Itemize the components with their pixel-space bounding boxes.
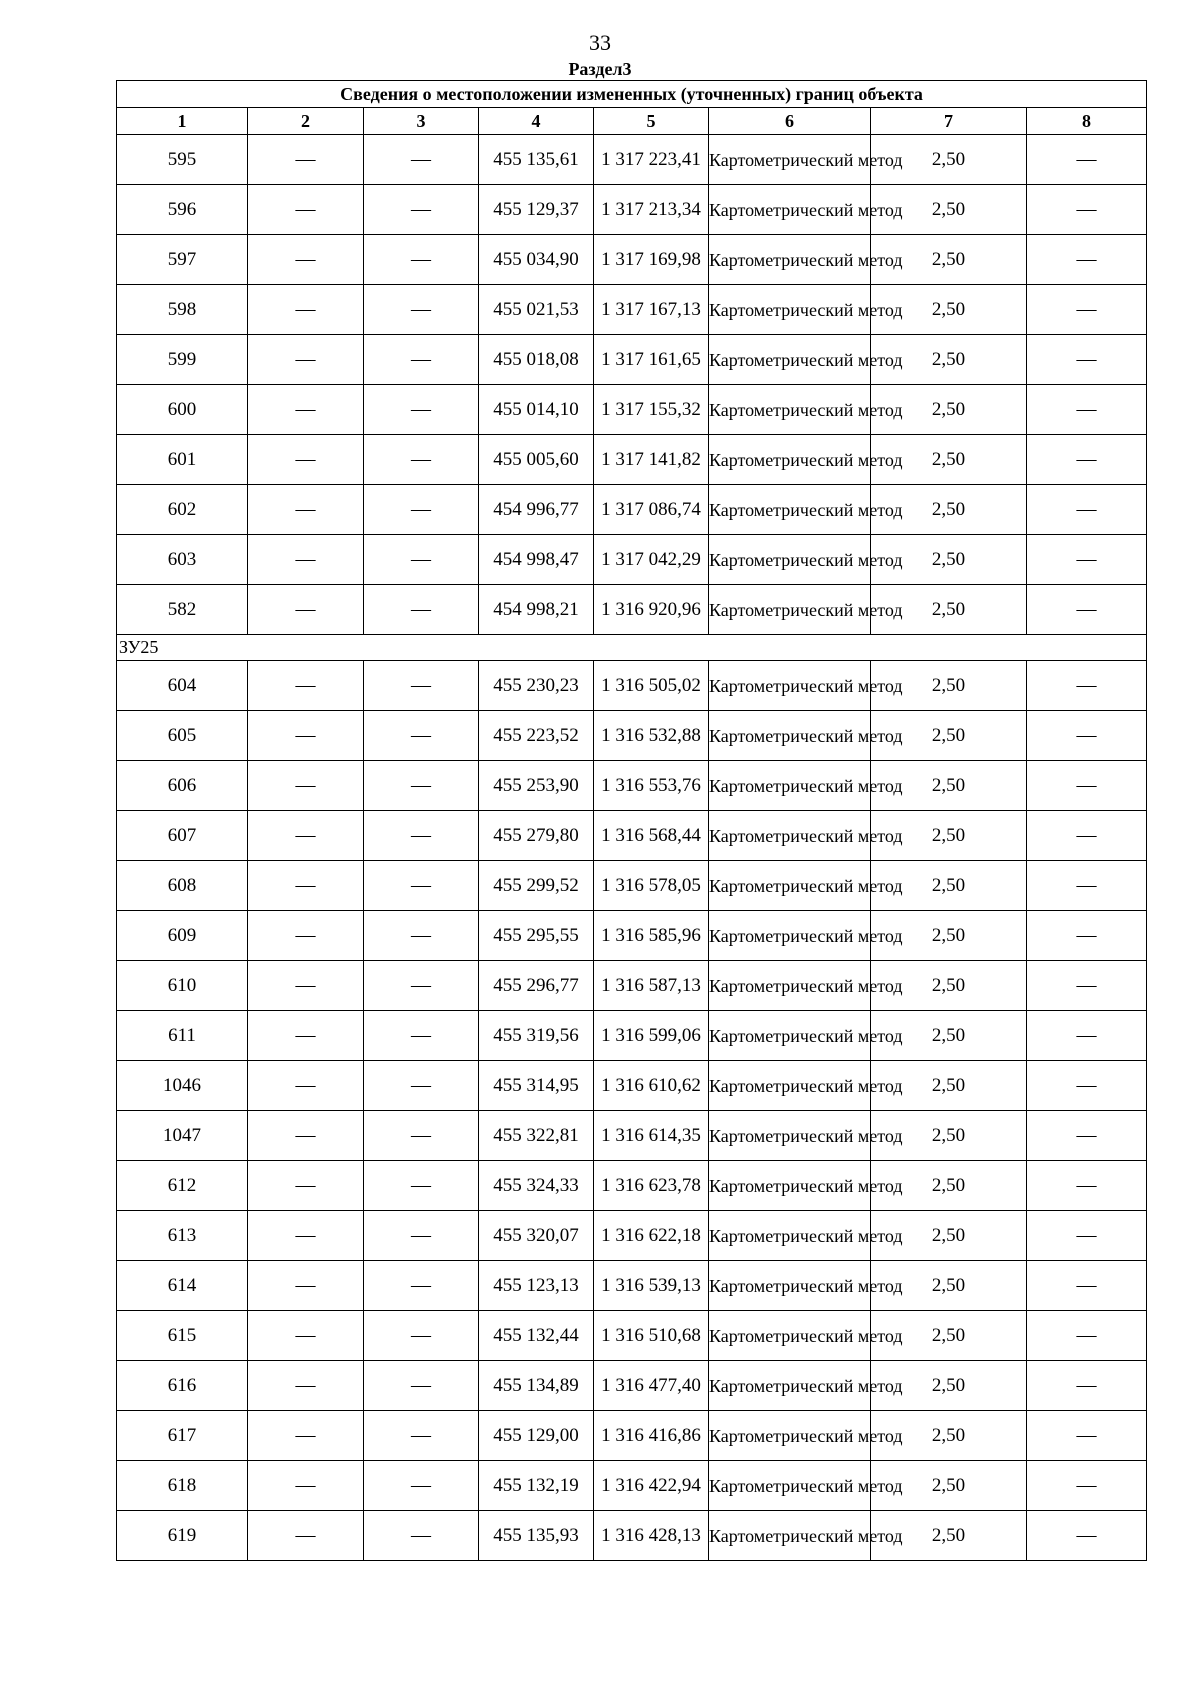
table-cell: 454 998,47 bbox=[479, 535, 594, 585]
column-header-row bbox=[117, 108, 1147, 135]
table-cell: 455 295,55 bbox=[479, 911, 594, 961]
table-cell: — bbox=[364, 285, 479, 335]
table-cell: 1 316 422,94 bbox=[594, 1461, 709, 1511]
table-row bbox=[117, 235, 1147, 285]
table-cell: Картометрический метод bbox=[709, 961, 871, 1011]
table-title-row bbox=[117, 81, 1147, 108]
table-cell: 1 316 614,35 bbox=[594, 1111, 709, 1161]
table-cell: — bbox=[248, 235, 364, 285]
table-cell: 455 320,07 bbox=[479, 1211, 594, 1261]
table-cell: — bbox=[364, 385, 479, 435]
table-cell: Картометрический метод bbox=[709, 1011, 871, 1061]
table-cell: — bbox=[248, 1211, 364, 1261]
table-cell: 598 bbox=[117, 285, 248, 335]
table-cell: — bbox=[248, 485, 364, 535]
table-cell: — bbox=[1027, 1011, 1147, 1061]
table-row bbox=[117, 861, 1147, 911]
table-row bbox=[117, 1511, 1147, 1561]
table-row bbox=[117, 385, 1147, 435]
table-cell: 615 bbox=[117, 1311, 248, 1361]
table-cell: 1 317 042,29 bbox=[594, 535, 709, 585]
table-cell: — bbox=[364, 1011, 479, 1061]
table-cell: — bbox=[364, 911, 479, 961]
table-cell: — bbox=[248, 711, 364, 761]
table-cell: 606 bbox=[117, 761, 248, 811]
table-cell: — bbox=[1027, 235, 1147, 285]
table-row bbox=[117, 761, 1147, 811]
table-row bbox=[117, 811, 1147, 861]
table-cell: 600 bbox=[117, 385, 248, 435]
table-cell: — bbox=[1027, 285, 1147, 335]
table-cell: — bbox=[1027, 761, 1147, 811]
table-cell: — bbox=[364, 1411, 479, 1461]
table-cell: — bbox=[364, 1361, 479, 1411]
table-cell: 2,50 bbox=[871, 711, 1027, 761]
table-cell: 455 314,95 bbox=[479, 1061, 594, 1111]
table-cell: 617 bbox=[117, 1411, 248, 1461]
table-row bbox=[117, 585, 1147, 635]
table-row bbox=[117, 1061, 1147, 1111]
table-cell: — bbox=[1027, 135, 1147, 185]
table-cell: — bbox=[364, 1211, 479, 1261]
table-cell: — bbox=[364, 811, 479, 861]
table-cell: 1 317 169,98 bbox=[594, 235, 709, 285]
column-header: 1 bbox=[117, 108, 248, 135]
table-cell: 1 316 622,18 bbox=[594, 1211, 709, 1261]
table-cell: 1 316 477,40 bbox=[594, 1361, 709, 1411]
table-cell: 604 bbox=[117, 661, 248, 711]
table-cell: — bbox=[248, 385, 364, 435]
table-cell: 2,50 bbox=[871, 1211, 1027, 1261]
group-label: ЗУ25 bbox=[117, 635, 1147, 661]
table-cell: — bbox=[248, 1161, 364, 1211]
table-cell: Картометрический метод bbox=[709, 1261, 871, 1311]
table-cell: Картометрический метод bbox=[709, 385, 871, 435]
table-cell: 2,50 bbox=[871, 861, 1027, 911]
table-cell: 605 bbox=[117, 711, 248, 761]
table-cell: 1 316 532,88 bbox=[594, 711, 709, 761]
table-cell: Картометрический метод bbox=[709, 585, 871, 635]
table-cell: — bbox=[248, 1461, 364, 1511]
table-cell: 2,50 bbox=[871, 911, 1027, 961]
table-cell: — bbox=[1027, 1461, 1147, 1511]
table-cell: 2,50 bbox=[871, 1511, 1027, 1561]
table-cell: 1 317 155,32 bbox=[594, 385, 709, 435]
table-cell: Картометрический метод bbox=[709, 1511, 871, 1561]
table-cell: 455 319,56 bbox=[479, 1011, 594, 1061]
table-cell: 1 316 539,13 bbox=[594, 1261, 709, 1311]
table-cell: — bbox=[1027, 861, 1147, 911]
table-cell: 1 317 161,65 bbox=[594, 335, 709, 385]
table-cell: — bbox=[248, 185, 364, 235]
table-cell: 455 129,37 bbox=[479, 185, 594, 235]
table-cell: 2,50 bbox=[871, 1111, 1027, 1161]
table-cell: Картометрический метод bbox=[709, 811, 871, 861]
table-cell: Картометрический метод bbox=[709, 485, 871, 535]
table-cell: 599 bbox=[117, 335, 248, 385]
table-cell: 455 135,93 bbox=[479, 1511, 594, 1561]
table-cell: Картометрический метод bbox=[709, 1411, 871, 1461]
table-cell: 596 bbox=[117, 185, 248, 235]
table-cell: 2,50 bbox=[871, 335, 1027, 385]
table-cell: — bbox=[1027, 1211, 1147, 1261]
table-cell: 455 132,44 bbox=[479, 1311, 594, 1361]
table-row bbox=[117, 135, 1147, 185]
table-cell: Картометрический метод bbox=[709, 535, 871, 585]
table-cell: — bbox=[364, 1511, 479, 1561]
table-cell: Картометрический метод bbox=[709, 135, 871, 185]
table-cell: 455 018,08 bbox=[479, 335, 594, 385]
table-cell: — bbox=[1027, 1311, 1147, 1361]
table-cell: — bbox=[248, 1311, 364, 1361]
table-cell: Картометрический метод bbox=[709, 1061, 871, 1111]
section-title: Раздел3 bbox=[568, 59, 632, 79]
table-cell: 2,50 bbox=[871, 1261, 1027, 1311]
table-cell: — bbox=[364, 661, 479, 711]
table-cell: — bbox=[248, 1061, 364, 1111]
table-row bbox=[117, 435, 1147, 485]
table-cell: 455 279,80 bbox=[479, 811, 594, 861]
table-cell: Картометрический метод bbox=[709, 661, 871, 711]
table-cell: Картометрический метод bbox=[709, 711, 871, 761]
table-cell: 603 bbox=[117, 535, 248, 585]
table-cell: 455 230,23 bbox=[479, 661, 594, 711]
table-cell: 611 bbox=[117, 1011, 248, 1061]
table-cell: — bbox=[364, 435, 479, 485]
table-cell: 608 bbox=[117, 861, 248, 911]
table-cell: 2,50 bbox=[871, 235, 1027, 285]
table-cell: — bbox=[364, 1061, 479, 1111]
table-row bbox=[117, 1311, 1147, 1361]
table-cell: — bbox=[364, 335, 479, 385]
table-cell: 612 bbox=[117, 1161, 248, 1211]
table-cell: — bbox=[1027, 485, 1147, 535]
table-cell: — bbox=[248, 435, 364, 485]
table-cell: 1 316 585,96 bbox=[594, 911, 709, 961]
table-cell: Картометрический метод bbox=[709, 185, 871, 235]
table-cell: 455 299,52 bbox=[479, 861, 594, 911]
group-row bbox=[117, 635, 1147, 661]
table-cell: 455 253,90 bbox=[479, 761, 594, 811]
table-cell: 1 317 086,74 bbox=[594, 485, 709, 535]
table-cell: 2,50 bbox=[871, 961, 1027, 1011]
table-cell: 1 317 223,41 bbox=[594, 135, 709, 185]
table-row bbox=[117, 285, 1147, 335]
column-header: 3 bbox=[364, 108, 479, 135]
table-cell: — bbox=[1027, 811, 1147, 861]
table-cell: — bbox=[248, 1361, 364, 1411]
table-cell: 455 134,89 bbox=[479, 1361, 594, 1411]
table-cell: 2,50 bbox=[871, 585, 1027, 635]
table-cell: — bbox=[364, 485, 479, 535]
table-cell: — bbox=[364, 185, 479, 235]
table-cell: Картометрический метод bbox=[709, 1461, 871, 1511]
table-cell: — bbox=[364, 961, 479, 1011]
table-cell: — bbox=[1027, 335, 1147, 385]
table-cell: — bbox=[248, 1261, 364, 1311]
table-cell: Картометрический метод bbox=[709, 1161, 871, 1211]
column-header: 4 bbox=[479, 108, 594, 135]
table-cell: 455 223,52 bbox=[479, 711, 594, 761]
table-cell: — bbox=[248, 1411, 364, 1461]
table-row bbox=[117, 1211, 1147, 1261]
table-cell: 1 317 141,82 bbox=[594, 435, 709, 485]
table-cell: — bbox=[364, 1311, 479, 1361]
table-cell: — bbox=[1027, 185, 1147, 235]
table-cell: Картометрический метод bbox=[709, 1311, 871, 1361]
table-cell: 1 317 167,13 bbox=[594, 285, 709, 335]
table-cell: — bbox=[248, 1511, 364, 1561]
table-cell: — bbox=[364, 1461, 479, 1511]
table-cell: — bbox=[1027, 911, 1147, 961]
table-cell: 2,50 bbox=[871, 1311, 1027, 1361]
coordinates-table bbox=[116, 80, 1147, 1561]
table-cell: Картометрический метод bbox=[709, 861, 871, 911]
table-row bbox=[117, 1411, 1147, 1461]
table-cell: — bbox=[1027, 1161, 1147, 1211]
table-cell: 610 bbox=[117, 961, 248, 1011]
table-cell: — bbox=[248, 761, 364, 811]
table-row bbox=[117, 335, 1147, 385]
table-cell: — bbox=[248, 911, 364, 961]
table-cell: 609 bbox=[117, 911, 248, 961]
table-cell: 618 bbox=[117, 1461, 248, 1511]
table-row bbox=[117, 911, 1147, 961]
table-cell: — bbox=[248, 335, 364, 385]
table-cell: 613 bbox=[117, 1211, 248, 1261]
table-cell: — bbox=[248, 285, 364, 335]
table-cell: — bbox=[364, 135, 479, 185]
table-cell: 602 bbox=[117, 485, 248, 535]
table-cell: 2,50 bbox=[871, 1461, 1027, 1511]
table-cell: — bbox=[248, 861, 364, 911]
table-body bbox=[117, 135, 1147, 1561]
table-cell: 455 021,53 bbox=[479, 285, 594, 335]
table-cell: 455 135,61 bbox=[479, 135, 594, 185]
table-cell: — bbox=[1027, 1111, 1147, 1161]
table-cell: 2,50 bbox=[871, 435, 1027, 485]
table-cell: — bbox=[1027, 435, 1147, 485]
table-cell: — bbox=[248, 1111, 364, 1161]
table-cell: 1 316 920,96 bbox=[594, 585, 709, 635]
table-cell: 1 317 213,34 bbox=[594, 185, 709, 235]
table-cell: — bbox=[364, 1261, 479, 1311]
table-cell: — bbox=[364, 535, 479, 585]
table-cell: 595 bbox=[117, 135, 248, 185]
table-cell: 2,50 bbox=[871, 185, 1027, 235]
table-cell: — bbox=[248, 535, 364, 585]
table-cell: 455 034,90 bbox=[479, 235, 594, 285]
table-cell: 2,50 bbox=[871, 285, 1027, 335]
table-cell: 1 316 610,62 bbox=[594, 1061, 709, 1111]
table-cell: — bbox=[1027, 1361, 1147, 1411]
table-cell: 2,50 bbox=[871, 135, 1027, 185]
table-cell: 1 316 623,78 bbox=[594, 1161, 709, 1211]
table-cell: — bbox=[1027, 1061, 1147, 1111]
table-cell: 1 316 553,76 bbox=[594, 761, 709, 811]
table-cell: 455 322,81 bbox=[479, 1111, 594, 1161]
table-cell: 601 bbox=[117, 435, 248, 485]
table-cell: 2,50 bbox=[871, 485, 1027, 535]
table-cell: — bbox=[1027, 661, 1147, 711]
table-cell: — bbox=[364, 861, 479, 911]
table-row bbox=[117, 1161, 1147, 1211]
table-row bbox=[117, 1111, 1147, 1161]
table-cell: 1 316 510,68 bbox=[594, 1311, 709, 1361]
column-header: 8 bbox=[1027, 108, 1147, 135]
table-cell: 455 005,60 bbox=[479, 435, 594, 485]
table-cell: Картометрический метод bbox=[709, 1111, 871, 1161]
table-cell: — bbox=[1027, 961, 1147, 1011]
table-row bbox=[117, 185, 1147, 235]
table-cell: — bbox=[364, 235, 479, 285]
page-number: 33 bbox=[589, 30, 611, 55]
table-row bbox=[117, 1461, 1147, 1511]
table-cell: 616 bbox=[117, 1361, 248, 1411]
table-cell: — bbox=[364, 711, 479, 761]
table-cell: 607 bbox=[117, 811, 248, 861]
table-cell: 1 316 599,06 bbox=[594, 1011, 709, 1061]
table-cell: — bbox=[1027, 1261, 1147, 1311]
table-cell: — bbox=[364, 761, 479, 811]
table-cell: — bbox=[1027, 535, 1147, 585]
table-cell: 2,50 bbox=[871, 811, 1027, 861]
table-row bbox=[117, 711, 1147, 761]
table-cell: — bbox=[248, 585, 364, 635]
table-cell: 455 324,33 bbox=[479, 1161, 594, 1211]
table-row bbox=[117, 1361, 1147, 1411]
table-cell: Картометрический метод bbox=[709, 435, 871, 485]
table-cell: 1047 bbox=[117, 1111, 248, 1161]
table-cell: Картометрический метод bbox=[709, 1211, 871, 1261]
table-cell: 455 123,13 bbox=[479, 1261, 594, 1311]
table-cell: 455 014,10 bbox=[479, 385, 594, 435]
table-cell: 2,50 bbox=[871, 385, 1027, 435]
table-cell: 455 132,19 bbox=[479, 1461, 594, 1511]
table-cell: 1 316 568,44 bbox=[594, 811, 709, 861]
table-cell: 582 bbox=[117, 585, 248, 635]
table-cell: 1 316 587,13 bbox=[594, 961, 709, 1011]
table-cell: — bbox=[364, 585, 479, 635]
table-cell: 614 bbox=[117, 1261, 248, 1311]
column-header: 5 bbox=[594, 108, 709, 135]
table-cell: — bbox=[1027, 711, 1147, 761]
table-cell: 455 296,77 bbox=[479, 961, 594, 1011]
table-cell: 2,50 bbox=[871, 761, 1027, 811]
column-header: 2 bbox=[248, 108, 364, 135]
table-cell: 1 316 578,05 bbox=[594, 861, 709, 911]
table-cell: — bbox=[1027, 1411, 1147, 1461]
table-cell: 454 998,21 bbox=[479, 585, 594, 635]
table-title: Сведения о местоположении измененных (уточненных) границ объекта bbox=[117, 81, 1147, 108]
table-row bbox=[117, 485, 1147, 535]
table-cell: — bbox=[248, 811, 364, 861]
table-cell: 619 bbox=[117, 1511, 248, 1561]
table-row bbox=[117, 1011, 1147, 1061]
table-cell: 2,50 bbox=[871, 1161, 1027, 1211]
table-cell: — bbox=[248, 1011, 364, 1061]
column-header: 6 bbox=[709, 108, 871, 135]
table-cell: 2,50 bbox=[871, 1361, 1027, 1411]
table-cell: Картометрический метод bbox=[709, 1361, 871, 1411]
table-cell: — bbox=[1027, 1511, 1147, 1561]
table-cell: 455 129,00 bbox=[479, 1411, 594, 1461]
table-row bbox=[117, 1261, 1147, 1311]
table-cell: Картометрический метод bbox=[709, 285, 871, 335]
table-cell: 454 996,77 bbox=[479, 485, 594, 535]
table-cell: 2,50 bbox=[871, 535, 1027, 585]
table-cell: — bbox=[248, 135, 364, 185]
table-cell: 1046 bbox=[117, 1061, 248, 1111]
table-cell: — bbox=[1027, 385, 1147, 435]
table-cell: — bbox=[364, 1111, 479, 1161]
table-cell: 2,50 bbox=[871, 1061, 1027, 1111]
table-cell: 2,50 bbox=[871, 661, 1027, 711]
table-cell: 2,50 bbox=[871, 1011, 1027, 1061]
table-cell: 2,50 bbox=[871, 1411, 1027, 1461]
table-row bbox=[117, 661, 1147, 711]
table-cell: — bbox=[248, 961, 364, 1011]
table-cell: Картометрический метод bbox=[709, 235, 871, 285]
table-cell: — bbox=[364, 1161, 479, 1211]
table-cell: 1 316 428,13 bbox=[594, 1511, 709, 1561]
table-cell: 1 316 416,86 bbox=[594, 1411, 709, 1461]
column-header: 7 bbox=[871, 108, 1027, 135]
table-cell: Картометрический метод bbox=[709, 911, 871, 961]
table-row bbox=[117, 535, 1147, 585]
table-cell: — bbox=[1027, 585, 1147, 635]
table-row bbox=[117, 961, 1147, 1011]
table-cell: Картометрический метод bbox=[709, 335, 871, 385]
table-cell: — bbox=[248, 661, 364, 711]
table-cell: 597 bbox=[117, 235, 248, 285]
table-cell: Картометрический метод bbox=[709, 761, 871, 811]
table-cell: 1 316 505,02 bbox=[594, 661, 709, 711]
